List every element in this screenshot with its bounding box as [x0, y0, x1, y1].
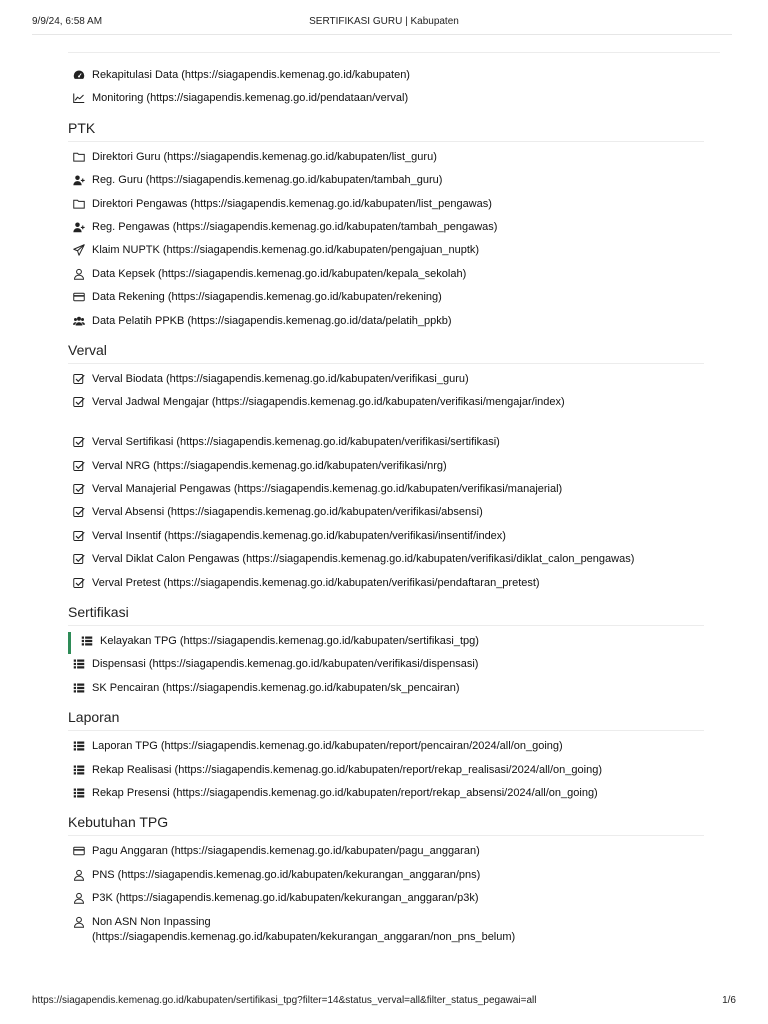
menu-item-verval-manajerial-pengawas[interactable]	[68, 480, 704, 503]
menu-item-verval-pretest[interactable]	[68, 574, 704, 597]
menu-item-label: SK Pencairan (https://siagapendis.kemenag.go.id/kabupaten/sk_pencairan)	[92, 681, 460, 694]
page-number: 1/6	[722, 995, 736, 1006]
section-verval	[68, 335, 704, 597]
menu-item-label: Pagu Anggaran (https://siagapendis.kemenag.go.id/kabupaten/pagu_anggaran)	[92, 845, 480, 858]
credit-card-icon	[72, 844, 86, 858]
menu-item-verval-sertifikasi[interactable]	[68, 433, 704, 456]
divider	[68, 141, 704, 142]
menu-item-label: Klaim NUPTK (https://siagapendis.kemenag.go.id/kabupaten/pengajuan_nuptk)	[92, 244, 480, 257]
check-square-icon	[72, 372, 86, 386]
menu-item-direktori-guru[interactable]	[68, 148, 704, 171]
folder-icon	[72, 197, 86, 211]
list-icon	[72, 763, 86, 777]
paper-plane-icon	[72, 243, 86, 257]
folder-icon	[72, 150, 86, 164]
list-icon	[72, 739, 86, 753]
users-icon	[72, 314, 86, 328]
menu-item-p3k[interactable]	[68, 889, 704, 912]
menu-item-verval-biodata[interactable]	[68, 370, 704, 393]
user-icon	[72, 891, 86, 905]
menu-item-monitoring[interactable]	[68, 89, 704, 112]
user-icon	[72, 868, 86, 882]
check-square-icon	[72, 459, 86, 473]
check-square-icon	[72, 529, 86, 543]
section-sertifikasi	[68, 597, 704, 702]
user-icon	[72, 267, 86, 281]
print-title: SERTIFIKASI GURU | Kabupaten	[309, 16, 459, 27]
section-title-laporan: Laporan	[68, 709, 120, 726]
menu-item-rekap-presensi[interactable]	[68, 784, 704, 807]
list-icon	[72, 657, 86, 671]
list-icon	[72, 786, 86, 800]
menu-item-label: Kelayakan TPG (https://siagapendis.kemenag.go.id/kabupaten/sertifikasi_tpg)	[100, 635, 479, 648]
menu-item-label: Rekap Realisasi (https://siagapendis.kemenag.go.id/kabupaten/report/rekap_realisasi/2024/all/on_going)	[92, 763, 602, 776]
menu-item-label: Verval Insentif (https://siagapendis.kemenag.go.id/kabupaten/verifikasi/insentif/index)	[92, 529, 506, 542]
menu-item-kelayakan-tpg[interactable]	[68, 632, 704, 655]
menu-item-label: Verval Diklat Calon Pengawas (https://siagapendis.kemenag.go.id/kabupaten/verifikasi/diklat_calon_pengawas)	[92, 553, 635, 566]
menu-item-pns[interactable]	[68, 866, 704, 889]
print-url: https://siagapendis.kemenag.go.id/kabupaten/sertifikasi_tpg?filter=14&status_verval=all&filter_status_pegawai=all	[32, 995, 537, 1006]
print-header	[32, 16, 736, 32]
section-laporan	[68, 702, 704, 807]
menu-item-label: Verval Jadwal Mengajar (https://siagapendis.kemenag.go.id/kabupaten/verifikasi/mengajar/index)	[92, 396, 565, 409]
menu-item-pagu-anggaran[interactable]	[68, 842, 704, 865]
menu-item-label: Verval Sertifikasi (https://siagapendis.kemenag.go.id/kabupaten/verifikasi/sertifikasi)	[92, 436, 500, 449]
check-square-icon	[72, 395, 86, 409]
menu-item-data-kepsek[interactable]	[68, 265, 704, 288]
menu-item-label: PNS (https://siagapendis.kemenag.go.id/kabupaten/kekurangan_anggaran/pns)	[92, 868, 481, 881]
menu-item-reg-pengawas[interactable]	[68, 218, 704, 241]
divider	[68, 835, 704, 836]
menu-item-verval-jadwal-mengajar[interactable]	[68, 393, 704, 433]
menu-item-klaim-nuptk[interactable]	[68, 241, 704, 264]
check-square-icon	[72, 576, 86, 590]
user-icon	[72, 915, 86, 929]
menu-item-label: Rekap Presensi (https://siagapendis.kemenag.go.id/kabupaten/report/rekap_absensi/2024/all/on_going)	[92, 786, 598, 799]
menu-item-label: Reg. Guru (https://siagapendis.kemenag.go.id/kabupaten/tambah_guru)	[92, 174, 443, 187]
sidebar-menu	[68, 66, 704, 953]
menu-item-label: Data Rekening (https://siagapendis.kemenag.go.id/kabupaten/rekening)	[92, 291, 442, 304]
menu-item-data-pelatih-ppkb[interactable]	[68, 312, 704, 335]
menu-item-label: Direktori Pengawas (https://siagapendis.kemenag.go.id/kabupaten/list_pengawas)	[92, 197, 492, 210]
menu-item-label: Monitoring (https://siagapendis.kemenag.go.id/pendataan/verval)	[92, 92, 409, 105]
menu-item-label: Rekapitulasi Data (https://siagapendis.kemenag.go.id/kabupaten)	[92, 69, 410, 81]
menu-item-label: Verval Biodata (https://siagapendis.kemenag.go.id/kabupaten/verifikasi_guru)	[92, 372, 469, 385]
line-chart-icon	[72, 91, 86, 105]
dashboard-icon	[72, 68, 86, 82]
list-icon	[72, 681, 86, 695]
menu-item-rekap-realisasi[interactable]	[68, 761, 704, 784]
section-kebutuhan-tpg	[68, 807, 704, 952]
menu-item-verval-insentif[interactable]	[68, 527, 704, 550]
menu-item-data-rekening[interactable]	[68, 288, 704, 311]
check-square-icon	[72, 505, 86, 519]
menu-item-non-asn-non-inpassing[interactable]	[68, 913, 704, 953]
top-menu-group	[68, 66, 704, 113]
section-title-kebutuhan-tpg: Kebutuhan TPG	[68, 814, 169, 831]
user-plus-icon	[72, 173, 86, 187]
check-square-icon	[72, 552, 86, 566]
menu-item-label: Dispensasi (https://siagapendis.kemenag.go.id/kabupaten/verifikasi/dispensasi)	[92, 658, 479, 671]
check-square-icon	[72, 482, 86, 496]
divider	[68, 363, 704, 364]
print-date: 9/9/24, 6:58 AM	[32, 16, 103, 27]
section-title-sertifikasi: Sertifikasi	[68, 604, 129, 621]
divider	[68, 625, 704, 626]
menu-item-verval-absensi[interactable]	[68, 503, 704, 526]
section-title-ptk: PTK	[68, 119, 96, 136]
menu-item-direktori-pengawas[interactable]	[68, 195, 704, 218]
menu-item-reg-guru[interactable]	[68, 171, 704, 194]
section-ptk	[68, 113, 704, 335]
menu-item-label: Reg. Pengawas (https://siagapendis.kemenag.go.id/kabupaten/tambah_pengawas)	[92, 220, 498, 233]
menu-item-label: Laporan TPG (https://siagapendis.kemenag.go.id/kabupaten/report/pencairan/2024/all/on_going)	[92, 740, 563, 753]
credit-card-icon	[72, 290, 86, 304]
menu-item-label: Data Pelatih PPKB (https://siagapendis.kemenag.go.id/data/pelatih_ppkb)	[92, 314, 452, 327]
menu-item-label: Verval Manajerial Pengawas (https://siagapendis.kemenag.go.id/kabupaten/verifikasi/manajerial)	[92, 483, 563, 496]
menu-item-label: Verval NRG (https://siagapendis.kemenag.go.id/kabupaten/verifikasi/nrg)	[92, 459, 447, 472]
menu-item-verval-nrg[interactable]	[68, 457, 704, 480]
menu-item-label: Verval Absensi (https://siagapendis.kemenag.go.id/kabupaten/verifikasi/absensi)	[92, 506, 483, 519]
divider	[68, 730, 704, 731]
list-icon	[80, 634, 94, 648]
menu-item-label: Direktori Guru (https://siagapendis.kemenag.go.id/kabupaten/list_guru)	[92, 150, 437, 163]
menu-item-label: Verval Pretest (https://siagapendis.kemenag.go.id/kabupaten/verifikasi/pendaftaran_pretest)	[92, 576, 540, 589]
menu-item-rekapitulasi-data[interactable]	[68, 66, 704, 89]
menu-item-verval-diklat-calon-pengawas[interactable]	[68, 550, 704, 573]
menu-item-label: Non ASN Non Inpassing (https://siagapendis.kemenag.go.id/kabupaten/kekurangan_anggaran/non_pns_belum)	[92, 915, 516, 943]
menu-item-label: P3K (https://siagapendis.kemenag.go.id/kabupaten/kekurangan_anggaran/p3k)	[92, 892, 479, 905]
divider	[32, 34, 732, 35]
section-title-verval: Verval	[68, 341, 107, 358]
menu-item-sk-pencairan[interactable]	[68, 679, 704, 702]
user-plus-icon	[72, 220, 86, 234]
menu-item-dispensasi[interactable]	[68, 655, 704, 678]
menu-item-laporan-tpg[interactable]	[68, 737, 704, 760]
menu-item-label: Data Kepsek (https://siagapendis.kemenag.go.id/kabupaten/kepala_sekolah)	[92, 267, 467, 280]
check-square-icon	[72, 435, 86, 449]
divider	[68, 52, 720, 53]
